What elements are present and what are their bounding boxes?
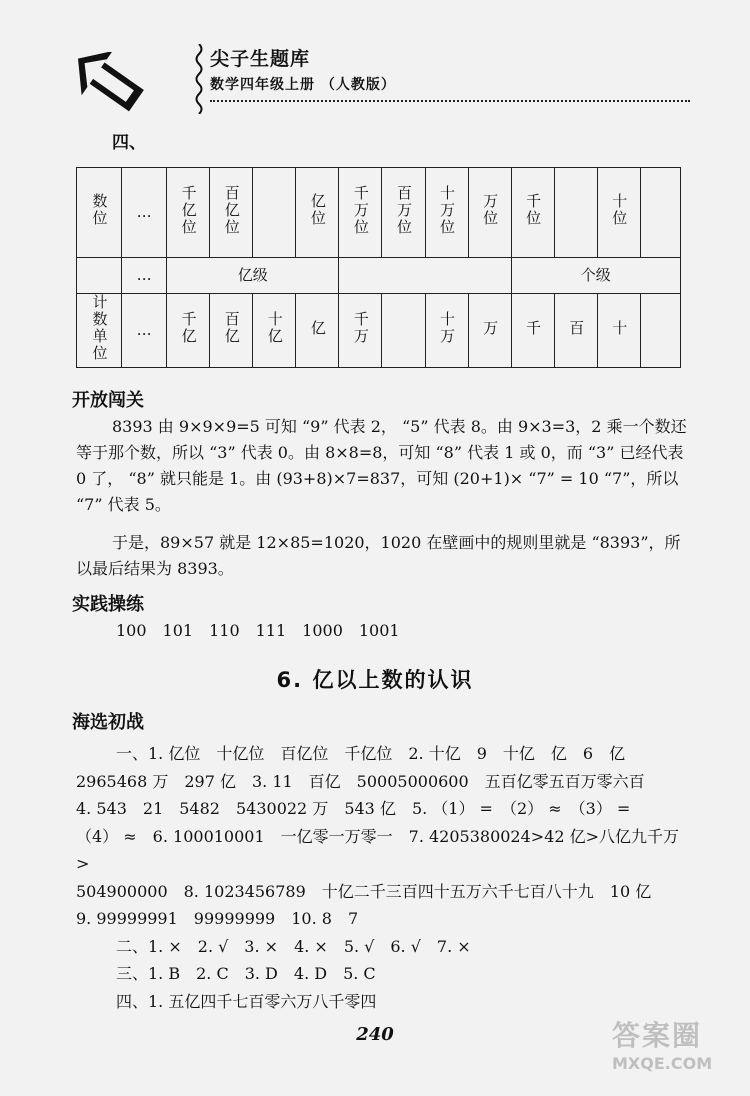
answer-line: 四、1. 五亿四千七百零六万八千零四 (116, 991, 377, 1011)
table-cell (253, 168, 296, 258)
table-cell: 十万 (425, 294, 468, 368)
table-cell: 百亿位 (210, 168, 253, 258)
table-cell: 十 (597, 294, 640, 368)
table-cell: … (122, 294, 167, 368)
sea-selection-heading: 海选初战 (72, 712, 144, 733)
answer-line: 三、1. B 2. C 3. D 4. D 5. C (116, 964, 376, 983)
answer-line: 二、1. × 2. √ 3. × 4. × 5. √ 6. √ 7. × (116, 936, 471, 956)
header-dotted-rule (210, 100, 690, 102)
table-cell: 百亿 (210, 294, 253, 368)
row-header-counting-unit: 计数单位 (77, 294, 122, 368)
page-header (68, 40, 688, 120)
answer-line: （4） ≈ 6. 100010001 一亿零一万零一 7. 4205380024>42 亿>八亿九千万> (76, 826, 680, 873)
table-cell: 亿位 (296, 168, 339, 258)
table-cell (382, 294, 425, 368)
series-title: 尖子生题库 (210, 48, 311, 70)
table-cell: 千亿 (167, 294, 210, 368)
answer-line: 9. 99999991 99999999 10. 8 7 (76, 909, 359, 928)
answer-line: 一、1. 亿位 十亿位 百亿位 千亿位 2. 十亿 9 十亿 亿 6 亿 (116, 744, 626, 763)
table-cell: 亿 (296, 294, 339, 368)
table-row (77, 258, 681, 294)
place-value-table (76, 167, 681, 368)
open-challenge-paragraph-2: 于是，89×57 就是 12×85=1020，1020 在壁画中的规则里就是 “8393”，所以最后结果为 8393。 (76, 533, 681, 578)
table-cell: 十位 (597, 168, 640, 258)
table-cell: 千万 (339, 294, 382, 368)
table-cell: 万 (468, 294, 511, 368)
answer-line: 2965468 万 297 亿 3. 11 百亿 50005000600 五百亿零五百万零六百 (76, 771, 645, 791)
book-title: 数学四年级上册 （人教版） (210, 77, 396, 93)
open-challenge-paragraph-1: 8393 由 9×9×9=5 可知 “9” 代表 2， “5” 代表 8。由 9×3=3，2 乘一个数还等于那个数，所以 “3” 代表 0。由 8×8=8，可知 “8” 代表 1 或 0，而 “3” 已经代表 0 了， “8” 就只能是 1。由 (93+8)×7=837，可知 (20+1)× “7” = 10 “7”，所以 “7” 代表 5。 (76, 417, 687, 514)
open-challenge-heading: 开放闯关 (72, 390, 144, 411)
section-6-title: 6. 亿以上数的认识 (276, 668, 474, 692)
row-header-digit-place: 数位 (77, 168, 122, 258)
table-cell: 千 (511, 294, 554, 368)
yi-level-cell: 亿级 (167, 258, 339, 294)
table-cell (77, 258, 122, 294)
table-cell: 百万位 (382, 168, 425, 258)
table-row (77, 294, 681, 368)
practice-heading: 实践操练 (72, 594, 144, 615)
watermark-line-1: 答案圈 (612, 1019, 703, 1052)
table-cell: … (122, 168, 167, 258)
watermark (612, 1014, 742, 1088)
table-cell (640, 294, 680, 368)
table-cell: 千位 (511, 168, 554, 258)
page-number: 240 (356, 1024, 394, 1045)
answer-line: 4. 543 21 5482 5430022 万 543 亿 5. （1） = （2） ≈ （3） = (76, 799, 631, 818)
wavy-divider (194, 44, 204, 114)
table-cell: 千万位 (339, 168, 382, 258)
sea-selection-answers (76, 740, 688, 1015)
table-cell: 百 (554, 294, 597, 368)
watermark-line-2: MXQE.COM (612, 1054, 713, 1073)
table-cell: 十亿 (253, 294, 296, 368)
table-cell (640, 168, 680, 258)
ge-level-cell: 个级 (511, 258, 680, 294)
table-cell: 万位 (468, 168, 511, 258)
table-cell (554, 168, 597, 258)
table-cell: … (122, 258, 167, 294)
section-4-label: 四、 (112, 133, 146, 153)
table-cell: 千亿位 (167, 168, 210, 258)
wan-level-cell (339, 258, 511, 294)
table-cell: 十万位 (425, 168, 468, 258)
practice-answer: 100 101 110 111 1000 1001 (116, 621, 400, 640)
table-row (77, 168, 681, 258)
answer-line: 504900000 8. 1023456789 十亿二千三百四十五万六千七百八十九 10 亿 (76, 881, 652, 901)
arrow-logo-icon (68, 52, 148, 114)
